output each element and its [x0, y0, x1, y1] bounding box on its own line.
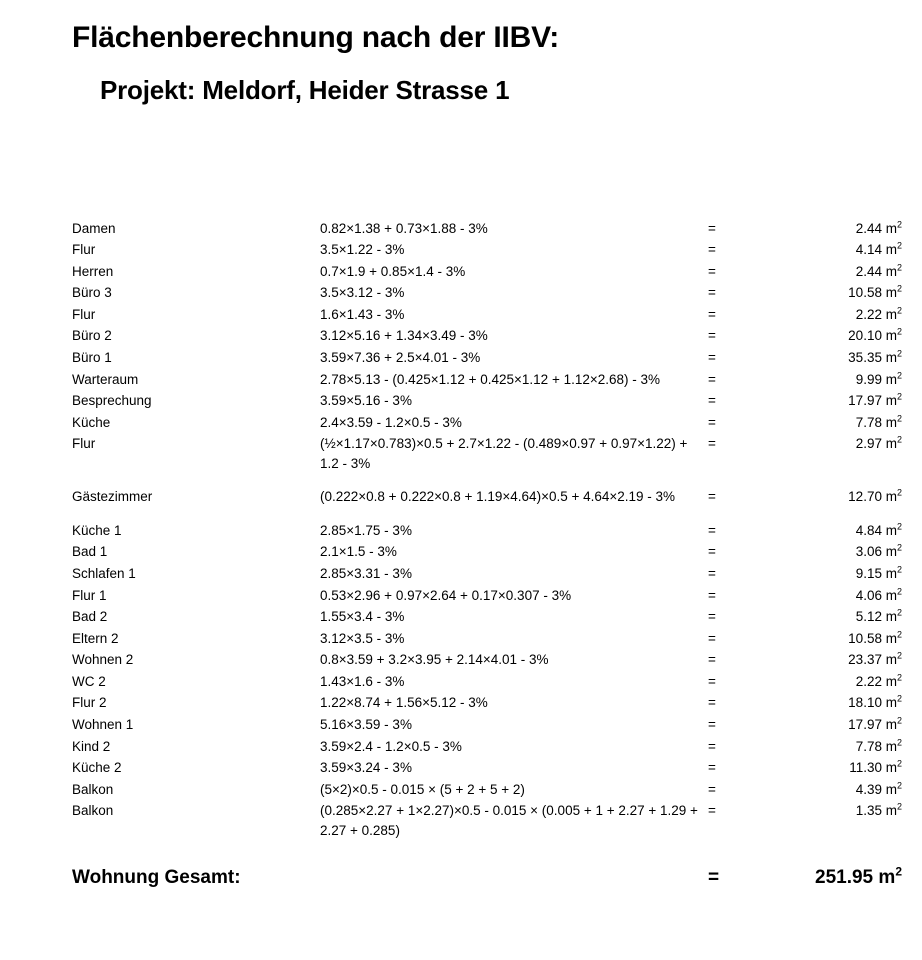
area-formula: 2.1×1.5 - 3% — [320, 544, 397, 560]
room-label: Küche 2 — [72, 760, 122, 776]
area-value-unit-exponent: 2 — [896, 629, 902, 640]
area-value — [750, 541, 902, 563]
area-value — [750, 585, 902, 607]
equals-sign: = — [708, 328, 716, 344]
area-value-number: 12.70 — [848, 489, 882, 505]
equals-sign: = — [708, 609, 716, 625]
table-row — [72, 486, 902, 508]
table-row-spacer-cell — [72, 474, 902, 486]
total-equals-sign: = — [708, 867, 720, 889]
room-label: Flur 1 — [72, 587, 107, 603]
area-formula: (5×2)×0.5 - 0.015 × (5 + 2 + 5 + 2) — [320, 781, 525, 797]
table-row — [72, 390, 902, 412]
table-row — [72, 218, 902, 240]
area-value — [750, 304, 902, 326]
equals-sign: = — [708, 349, 716, 365]
area-value-number: 18.10 — [848, 695, 882, 711]
equals-sign: = — [708, 803, 716, 819]
area-value-unit-exponent: 2 — [896, 801, 902, 812]
area-value-number: 2.22 — [855, 306, 882, 322]
area-value-unit-exponent: 2 — [896, 607, 902, 618]
area-formula: 1.6×1.43 - 3% — [320, 306, 405, 322]
area-value-unit-exponent: 2 — [896, 219, 902, 230]
area-value-unit-exponent: 2 — [896, 564, 902, 575]
area-value-unit-exponent: 2 — [896, 413, 902, 424]
table-row — [72, 736, 902, 758]
equals-sign: = — [708, 220, 716, 236]
total-value-unit-exponent: 2 — [895, 865, 902, 880]
area-value-unit: m — [885, 328, 897, 344]
table-row — [72, 412, 902, 434]
room-label: Balkon — [72, 803, 114, 819]
area-value-unit-exponent: 2 — [896, 758, 902, 769]
area-value-number: 23.37 — [848, 652, 882, 668]
table-row — [72, 779, 902, 801]
total-value-number: 251.95 — [815, 867, 874, 889]
equals-sign: = — [708, 522, 716, 538]
area-formula: 2.4×3.59 - 1.2×0.5 - 3% — [320, 414, 462, 430]
equals-sign: = — [708, 695, 716, 711]
area-value-unit-exponent: 2 — [896, 780, 902, 791]
area-value-unit: m — [885, 263, 897, 279]
area-value — [750, 390, 902, 412]
room-label: Flur — [72, 436, 96, 452]
area-value — [750, 779, 902, 801]
area-value-unit: m — [885, 716, 897, 732]
area-value-number: 17.97 — [848, 716, 882, 732]
equals-sign: = — [708, 630, 716, 646]
area-value — [750, 736, 902, 758]
area-value-unit: m — [885, 393, 897, 409]
area-value-number: 4.84 — [855, 522, 882, 538]
room-label: Warteraum — [72, 371, 139, 387]
area-value-number: 4.39 — [855, 781, 882, 797]
area-formula: 0.7×1.9 + 0.85×1.4 - 3% — [320, 263, 466, 279]
table-row — [72, 239, 902, 261]
table-row — [72, 369, 902, 391]
area-value-unit: m — [885, 414, 897, 430]
title-block — [0, 0, 922, 108]
equals-sign: = — [708, 587, 716, 603]
area-value-number: 2.97 — [855, 436, 882, 452]
room-label: Bad 2 — [72, 609, 108, 625]
equals-sign: = — [708, 781, 716, 797]
area-value-number: 1.35 — [855, 803, 882, 819]
area-formula: 3.59×2.4 - 1.2×0.5 - 3% — [320, 738, 462, 754]
area-formula: 3.59×3.24 - 3% — [320, 760, 412, 776]
table-row — [72, 800, 902, 841]
room-label: Kind 2 — [72, 738, 111, 754]
calculation-table — [72, 218, 902, 842]
area-formula: 2.78×5.13 - (0.425×1.12 + 0.425×1.12 + 1.12×2.68) - 3% — [320, 371, 661, 387]
room-label: Wohnen 2 — [72, 652, 134, 668]
area-value-unit-exponent: 2 — [896, 240, 902, 251]
area-formula: 0.82×1.38 + 0.73×1.88 - 3% — [320, 220, 488, 236]
room-label: Büro 3 — [72, 285, 112, 301]
area-value-number: 2.22 — [855, 673, 882, 689]
room-label: Gästezimmer — [72, 489, 153, 505]
area-value-unit-exponent: 2 — [896, 693, 902, 704]
room-label: Schlafen 1 — [72, 566, 136, 582]
area-value — [750, 433, 902, 474]
area-value-unit: m — [885, 781, 897, 797]
area-formula: 1.22×8.74 + 1.56×5.12 - 3% — [320, 695, 488, 711]
area-value — [750, 606, 902, 628]
area-formula: 3.59×5.16 - 3% — [320, 393, 412, 409]
area-value-unit-exponent: 2 — [896, 715, 902, 726]
equals-sign: = — [708, 738, 716, 754]
area-value-unit: m — [885, 489, 897, 505]
room-label: Herren — [72, 263, 114, 279]
area-value-unit: m — [885, 522, 897, 538]
area-value-number: 17.97 — [848, 393, 882, 409]
equals-sign: = — [708, 566, 716, 582]
area-value — [750, 282, 902, 304]
area-value — [750, 347, 902, 369]
area-value — [750, 757, 902, 779]
area-value-number: 7.78 — [855, 738, 882, 754]
room-label: Flur 2 — [72, 695, 107, 711]
area-value-unit-exponent: 2 — [896, 542, 902, 553]
area-value — [750, 486, 902, 508]
room-label: Büro 1 — [72, 349, 112, 365]
area-value-unit: m — [885, 803, 897, 819]
area-value-unit: m — [885, 285, 897, 301]
table-row-spacer — [72, 474, 902, 486]
room-label: Büro 2 — [72, 328, 112, 344]
area-formula: (0.285×2.27 + 1×2.27)×0.5 - 0.015 × (0.005 + 1 + 2.27 + 1.29 + 2.27 + 0.285) — [320, 803, 698, 838]
area-formula: 2.85×1.75 - 3% — [320, 522, 412, 538]
room-label: Küche 1 — [72, 522, 122, 538]
area-value-unit-exponent: 2 — [896, 586, 902, 597]
area-formula: 3.5×3.12 - 3% — [320, 285, 405, 301]
calculation-table-body — [72, 218, 902, 842]
room-label: Flur — [72, 306, 96, 322]
area-value-unit-exponent: 2 — [896, 283, 902, 294]
room-label: Damen — [72, 220, 116, 236]
calculation-table-wrapper — [72, 218, 902, 842]
room-label: Eltern 2 — [72, 630, 119, 646]
area-value-number: 2.44 — [855, 220, 882, 236]
area-value-unit-exponent: 2 — [896, 737, 902, 748]
page-subtitle: Projekt: Meldorf, Heider Strasse 1 — [100, 74, 510, 105]
area-value — [750, 692, 902, 714]
area-value-number: 10.58 — [848, 285, 882, 301]
table-row — [72, 325, 902, 347]
area-value-unit-exponent: 2 — [896, 391, 902, 402]
area-value-number: 5.12 — [855, 609, 882, 625]
area-formula: 3.12×5.16 + 1.34×3.49 - 3% — [320, 328, 488, 344]
area-value-unit-exponent: 2 — [896, 521, 902, 532]
area-formula: 3.5×1.22 - 3% — [320, 242, 405, 258]
table-row — [72, 692, 902, 714]
room-label: Küche — [72, 414, 111, 430]
total-value — [750, 867, 902, 889]
area-value-number: 7.78 — [855, 414, 882, 430]
total-value-unit: m — [878, 867, 896, 889]
area-value — [750, 520, 902, 542]
table-row — [72, 433, 902, 474]
area-value-unit: m — [885, 609, 897, 625]
room-label: Wohnen 1 — [72, 716, 134, 732]
area-value-unit: m — [885, 242, 897, 258]
area-value-number: 10.58 — [848, 630, 882, 646]
equals-sign: = — [708, 716, 716, 732]
area-value — [750, 412, 902, 434]
area-formula: 3.12×3.5 - 3% — [320, 630, 405, 646]
area-value-unit: m — [885, 349, 897, 365]
area-value — [750, 239, 902, 261]
area-value-number: 2.44 — [855, 263, 882, 279]
room-label: Balkon — [72, 781, 114, 797]
area-value-number: 9.15 — [855, 566, 882, 582]
table-row — [72, 757, 902, 779]
area-formula: (0.222×0.8 + 0.222×0.8 + 1.19×4.64)×0.5 + 4.64×2.19 - 3% — [320, 489, 676, 505]
area-value-number: 11.30 — [849, 760, 882, 776]
area-value — [750, 261, 902, 283]
room-label: WC 2 — [72, 673, 106, 689]
area-value-unit: m — [885, 587, 897, 603]
area-value — [750, 325, 902, 347]
area-formula: 3.59×7.36 + 2.5×4.01 - 3% — [320, 349, 481, 365]
table-row — [72, 304, 902, 326]
equals-sign: = — [708, 652, 716, 668]
equals-sign: = — [708, 285, 716, 301]
area-value-unit-exponent: 2 — [896, 348, 902, 359]
table-row — [72, 563, 902, 585]
table-row — [72, 628, 902, 650]
area-value-unit-exponent: 2 — [896, 305, 902, 316]
area-value-unit-exponent: 2 — [896, 434, 902, 445]
area-value — [750, 369, 902, 391]
area-formula: (½×1.17×0.783)×0.5 + 2.7×1.22 - (0.489×0.97 + 0.97×1.22) + 1.2 - 3% — [320, 436, 688, 471]
area-value-number: 4.06 — [855, 587, 882, 603]
area-value-number: 9.99 — [855, 371, 882, 387]
area-value-unit-exponent: 2 — [896, 672, 902, 683]
table-row-spacer-cell — [72, 508, 902, 520]
area-value — [750, 671, 902, 693]
area-value-unit: m — [885, 566, 897, 582]
area-formula: 1.43×1.6 - 3% — [320, 673, 405, 689]
area-value-unit: m — [885, 220, 897, 236]
equals-sign: = — [708, 489, 716, 505]
equals-sign: = — [708, 673, 716, 689]
table-row — [72, 282, 902, 304]
area-formula: 0.8×3.59 + 3.2×3.95 + 2.14×4.01 - 3% — [320, 652, 549, 668]
area-value-number: 20.10 — [848, 328, 882, 344]
equals-sign: = — [708, 393, 716, 409]
area-value-number: 3.06 — [855, 544, 882, 560]
area-value-unit: m — [885, 673, 897, 689]
area-formula: 5.16×3.59 - 3% — [320, 716, 412, 732]
table-row — [72, 606, 902, 628]
area-value-unit: m — [885, 371, 897, 387]
area-value-unit: m — [885, 436, 897, 452]
area-value — [750, 628, 902, 650]
table-row — [72, 585, 902, 607]
table-row — [72, 520, 902, 542]
room-label: Bad 1 — [72, 544, 108, 560]
area-value-number: 4.14 — [855, 242, 882, 258]
equals-sign: = — [708, 242, 716, 258]
area-value — [750, 714, 902, 736]
area-value-unit: m — [885, 760, 897, 776]
area-value-unit-exponent: 2 — [896, 370, 902, 381]
total-label: Wohnung Gesamt: — [72, 867, 241, 889]
area-value-unit: m — [885, 544, 897, 560]
table-row — [72, 671, 902, 693]
equals-sign: = — [708, 436, 716, 452]
table-row-spacer — [72, 508, 902, 520]
area-value-number: 35.35 — [848, 349, 882, 365]
equals-sign: = — [708, 760, 716, 776]
area-value-unit: m — [885, 306, 897, 322]
area-value-unit: m — [885, 652, 897, 668]
area-value-unit: m — [885, 695, 897, 711]
room-label: Besprechung — [72, 393, 152, 409]
equals-sign: = — [708, 263, 716, 279]
area-value-unit: m — [885, 738, 897, 754]
equals-sign: = — [708, 414, 716, 430]
room-label: Flur — [72, 242, 96, 258]
equals-sign: = — [708, 544, 716, 560]
area-formula: 2.85×3.31 - 3% — [320, 566, 412, 582]
area-value — [750, 800, 902, 841]
equals-sign: = — [708, 371, 716, 387]
area-value-unit-exponent: 2 — [896, 487, 902, 498]
area-formula: 0.53×2.96 + 0.97×2.64 + 0.17×0.307 - 3% — [320, 587, 572, 603]
area-value-unit-exponent: 2 — [896, 650, 902, 661]
area-value-unit-exponent: 2 — [896, 262, 902, 273]
area-value-unit-exponent: 2 — [896, 326, 902, 337]
total-row — [72, 867, 902, 889]
table-row — [72, 541, 902, 563]
area-value — [750, 649, 902, 671]
table-row — [72, 261, 902, 283]
page-title: Flächenberechnung nach der IIBV: — [72, 21, 560, 54]
table-row — [72, 347, 902, 369]
equals-sign: = — [708, 306, 716, 322]
area-value — [750, 563, 902, 585]
area-value — [750, 218, 902, 240]
table-row — [72, 714, 902, 736]
area-value-unit: m — [885, 630, 897, 646]
area-formula: 1.55×3.4 - 3% — [320, 609, 405, 625]
table-row — [72, 649, 902, 671]
